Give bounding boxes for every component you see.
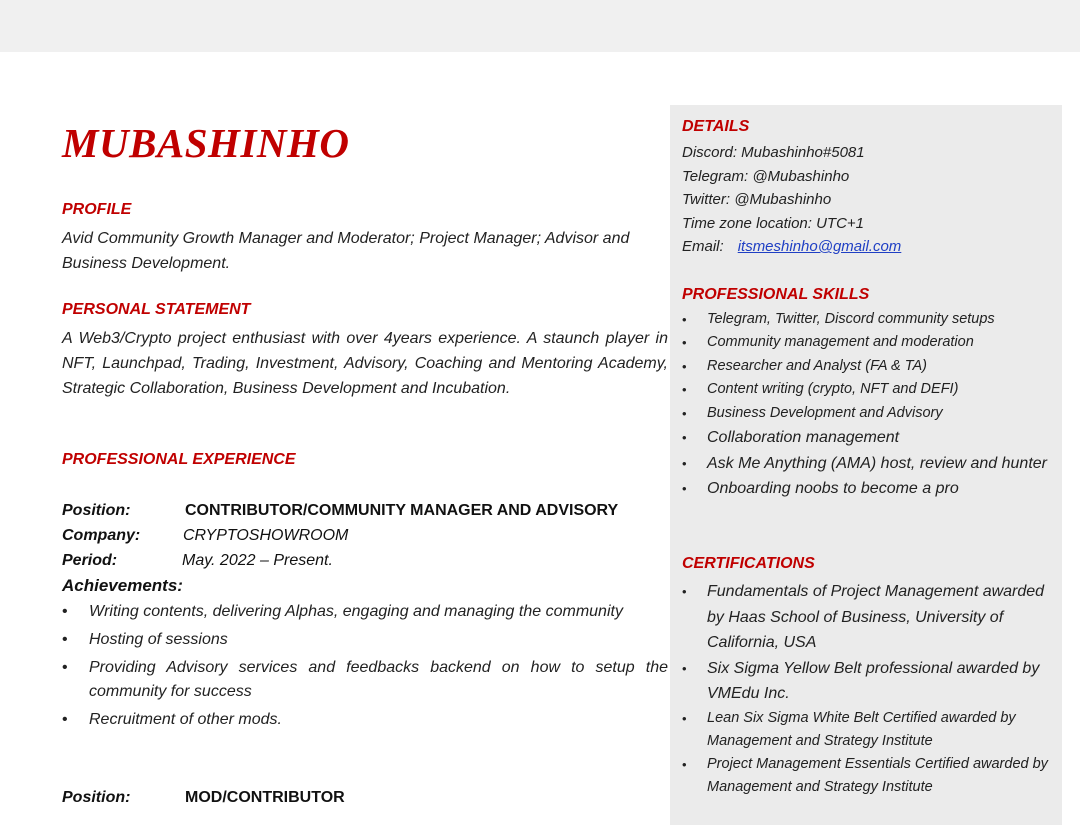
certification-item: • Lean Six Sigma White Belt Certified awarded by Management and Strategy Institute [682, 707, 1052, 753]
profile-heading: PROFILE [62, 201, 132, 218]
job-1-position: CONTRIBUTOR/COMMUNITY MANAGER AND ADVISORY [185, 502, 619, 519]
profile-text: Avid Community Growth Manager and Moderator; Project Manager; Advisor and Business Development. [62, 230, 630, 272]
company-label: Company: [62, 527, 141, 544]
period-label: Period: [62, 552, 118, 569]
email-link[interactable]: itsmeshinho@gmail.com [737, 238, 902, 255]
achievement-item: • Writing contents, delivering Alphas, engaging and managing the community [62, 600, 668, 624]
position-label-2: Position: [62, 789, 131, 806]
skill-item: • Collaboration management [682, 425, 1052, 451]
certifications-heading: CERTIFICATIONS [682, 555, 815, 572]
details-heading: DETAILS [682, 118, 750, 135]
job-2-position: MOD/CONTRIBUTOR [185, 789, 345, 806]
achievement-item: • Recruitment of other mods. [62, 708, 668, 732]
discord-detail: Discord: Mubashinho#5081 [682, 144, 865, 161]
details-sidebar [670, 105, 1062, 825]
experience-heading: PROFESSIONAL EXPERIENCE [62, 451, 296, 468]
skill-item: • Onboarding noobs to become a pro [682, 476, 1052, 502]
skill-item: • Ask Me Anything (AMA) host, review and hunter [682, 451, 1052, 477]
skill-item: • Community management and moderation [682, 331, 1052, 354]
achievements-label: Achievements: [62, 576, 183, 595]
skill-item: • Business Development and Advisory [682, 402, 1052, 425]
job-1-period: May. 2022 – Present. [182, 552, 333, 569]
details-list [682, 141, 901, 259]
skill-item: • Researcher and Analyst (FA & TA) [682, 355, 1052, 378]
statement-heading: PERSONAL STATEMENT [62, 301, 251, 318]
position-label: Position: [62, 502, 131, 519]
statement-text: A Web3/Crypto project enthusiast with over 4years experience. A staunch player in NFT, Launchpad, Trading, Investment, Advisory, Coaching and Mentoring Academy, Strategic Collaboration, Business Development and Incubation. [62, 330, 668, 397]
resume-name: MUBASHINHO [62, 120, 350, 166]
certification-item: • Six Sigma Yellow Belt professional awarded by VMEdu Inc. [682, 656, 1052, 707]
job-1-achievements [62, 600, 668, 736]
job-2-position-row [62, 789, 345, 807]
email-detail [682, 235, 901, 259]
email-label: Email: [682, 238, 724, 255]
job-1-position-row [62, 502, 619, 520]
viewer-top-bar [0, 0, 1080, 52]
job-1-company-row [62, 527, 349, 545]
achievement-item: • Hosting of sessions [62, 628, 668, 652]
achievement-item: • Providing Advisory services and feedbacks backend on how to setup the community for success [62, 656, 668, 704]
certification-item: • Fundamentals of Project Management awarded by Haas School of Business, University of California, USA [682, 579, 1052, 656]
job-1-period-row [62, 552, 333, 570]
skills-list [682, 308, 1052, 502]
skill-item: • Telegram, Twitter, Discord community setups [682, 308, 1052, 331]
job-1-company: CRYPTOSHOWROOM [183, 527, 349, 544]
telegram-detail: Telegram: @Mubashinho [682, 167, 850, 185]
certification-item: • Project Management Essentials Certified awarded by Management and Strategy Institute [682, 753, 1052, 799]
timezone-detail: Time zone location: UTC+1 [682, 214, 865, 232]
certifications-list [682, 579, 1052, 799]
skills-heading: PROFESSIONAL SKILLS [682, 286, 870, 303]
skill-item: • Content writing (crypto, NFT and DEFI) [682, 378, 1052, 401]
twitter-detail: Twitter: @Mubashinho [682, 191, 832, 208]
